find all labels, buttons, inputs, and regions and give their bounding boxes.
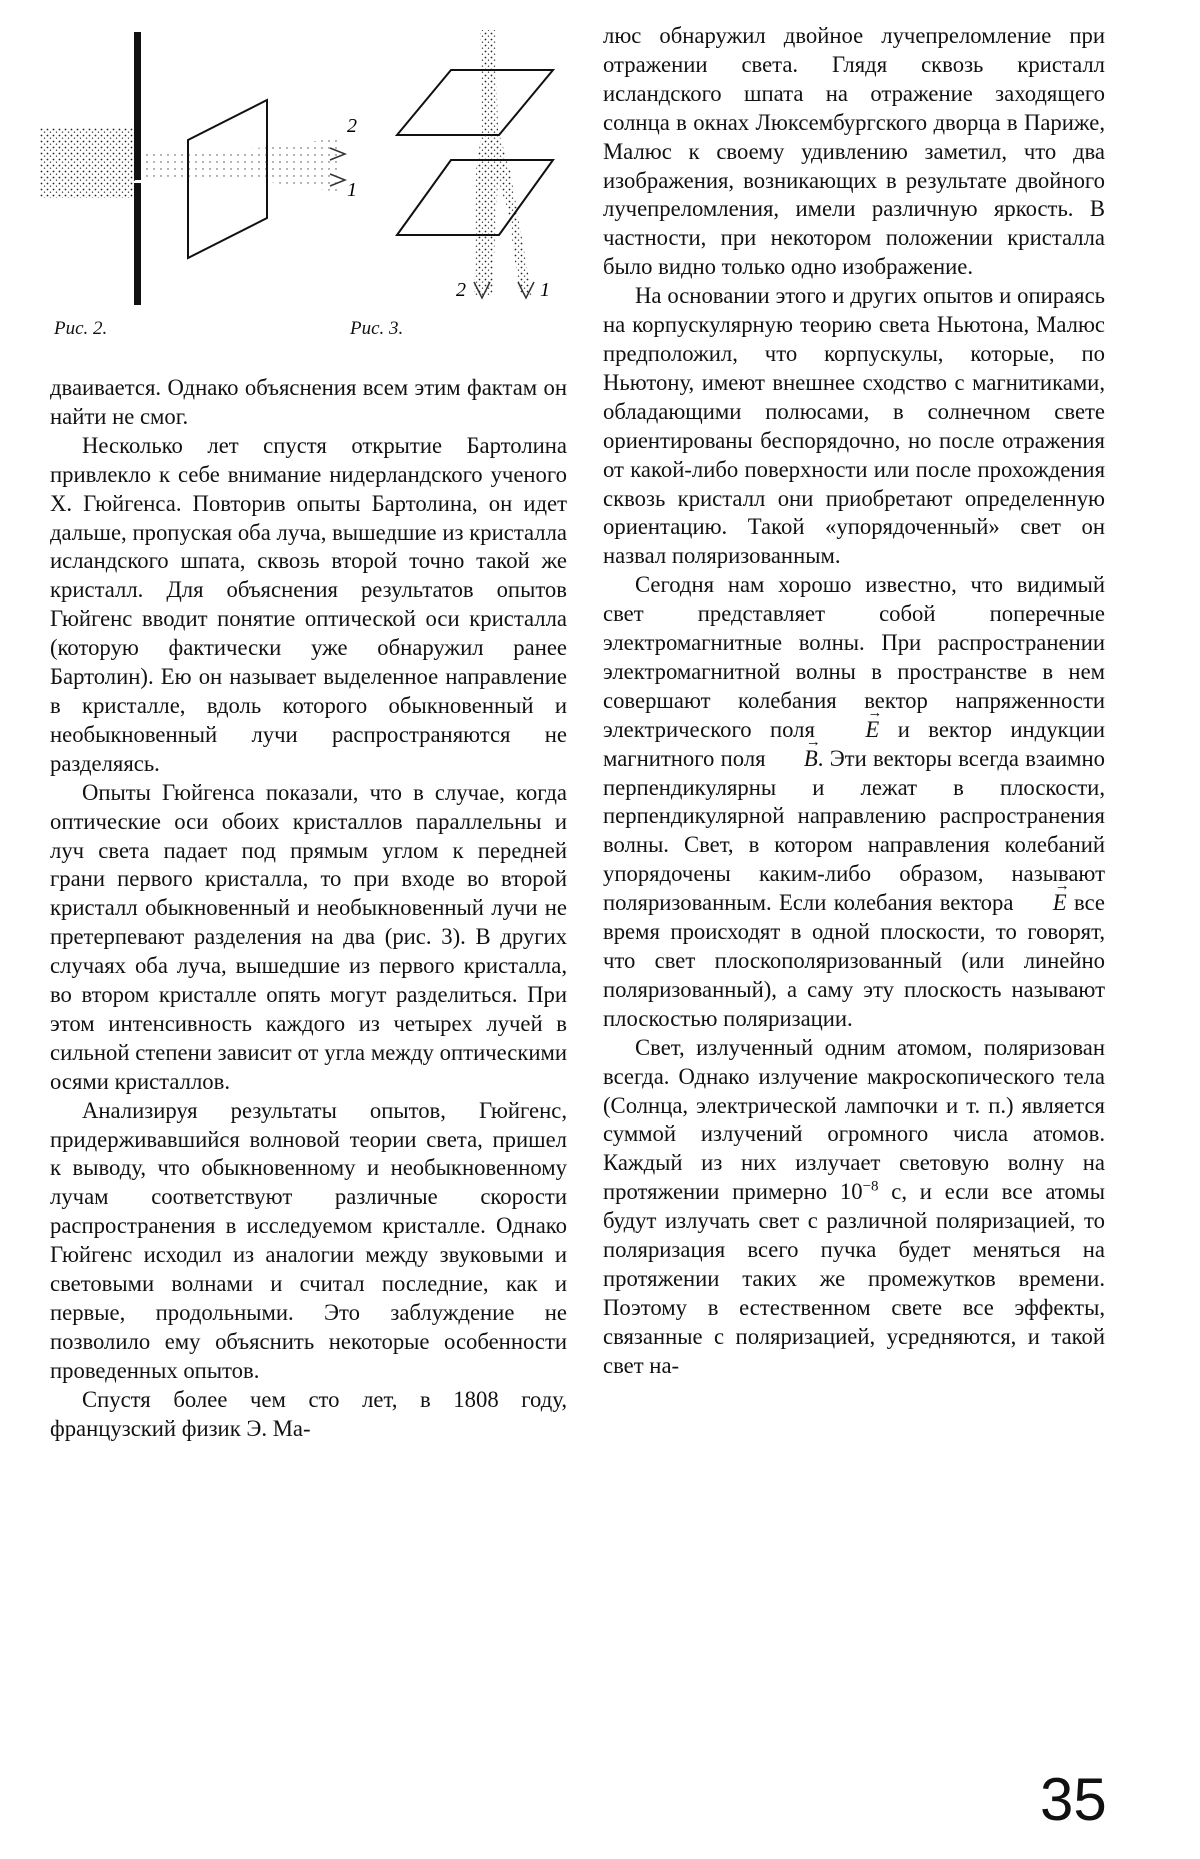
left-paragraph-2: Несколько лет спустя открытие Бартолина привлекло к себе внимание нидерландского ученого Х. Гюйгенса. Повторив опыты Бартолина, он идет дальше, пропуская оба луча, вышедшие из кристалла исландского шпата, сквозь второй точно такой же кристалл. Для объяснения результатов опытов Гюйгенс вводит понятие оптической оси кристалла (которую фактически уже обнаружил ранее Бартолин). Ею он называет выделенное направление в кристалле, вдоль которого обыкновенный и необыкновенный лучи распространяются не разделяясь. <box>50 432 567 776</box>
right-paragraph-1: люс обнаружил двойное лучепреломление при отражении света. Глядя сквозь кристалл исландского шпата на отражение заходящего солнца в окнах Люксембургского дворца в Париже, Малюс к своему удивлению заметил, что два изображения, возникающих в результате двойного лучепреломления, имели различную яркость. В частности, при некотором положении кристалла было видно только одно изображение. <box>603 23 1105 280</box>
fig3-label-1: 1 <box>540 279 550 301</box>
figure-2-caption: Рис. 2. <box>54 318 108 339</box>
vector-b-symbol: → B <box>772 745 818 774</box>
right-paragraph-3-part-c: . Эти векторы всегда взаимно перпендикулярны и лежат в плоскости, перпендикулярной направлению распространения волны. Свет, в котором направления колебаний упорядочены каким-либо образом, называют поляризованным. Если колебания вектора <box>603 745 1106 916</box>
screen-lower <box>134 183 141 305</box>
left-paragraph-1: дваивается. Однако объяснения всем этим фактам он найти не смог. <box>50 375 567 429</box>
crystal-lower <box>397 160 553 235</box>
vector-e-symbol: → E <box>833 716 879 745</box>
incoming-light-beam <box>40 128 136 198</box>
figures-area <box>40 20 570 350</box>
right-paragraph-4-part-a: Свет, излученный одним атомом, поляризован всегда. Однако излучение макроскопического тела (Солнца, электрической лампочки и т. п.) является суммой излучений огромного числа атомов. Каждый из них излучает световую волну на протяжении примерно <box>603 1034 1105 1205</box>
split-beam <box>141 138 340 192</box>
right-column <box>603 22 1105 1381</box>
right-paragraph-3-part-b: и вектор индукции магнитного поля <box>603 716 1106 771</box>
right-paragraph-4-part-b: с, и если все атомы будут излучать свет с различной поляризацией, то поляризация всего пучка будет меняться на протяжении таких же промежутков времени. Поэтому в естественном свете все эффекты, связанные с поляризацией, усредняются, и такой свет на- <box>603 1179 1106 1378</box>
right-paragraph-3-part-a: Сегодня нам хорошо известно, что видимый свет представляет собой поперечные электромагнитные волны. При распространении электромагнитной волны в пространстве в нем совершают колебания вектор напряженности электрического поля <box>603 572 1105 742</box>
fig2-label-1: 1 <box>347 179 357 201</box>
figure-2 <box>40 32 357 305</box>
left-column <box>50 374 567 1444</box>
right-paragraph-3 <box>603 571 1105 1034</box>
vector-e-symbol-2: → E <box>1021 889 1067 918</box>
figures-svg <box>40 20 570 350</box>
page-number: 35 <box>1040 1766 1107 1833</box>
figure-3 <box>397 30 553 301</box>
power-exponent: −8 <box>862 1178 879 1195</box>
left-paragraph-4: Анализируя результаты опытов, Гюйгенс, придерживавшийся волновой теории света, пришел к выводу, что обыкновенному и необыкновенному лучам соответствуют различные скорости распространения в исследуемом кристалле. Однако Гюйгенс исходил из аналогии между звуковыми и световыми волнами и считал последние, как и первые, продольными. Это заблуждение не позволило ему объяснить некоторые особенности проведенных опытов. <box>50 1097 567 1383</box>
right-paragraph-2: На основании этого и других опытов и опираясь на корпускулярную теорию света Ньютона, Малюс предположил, что корпускулы, которые, по Ньютону, имеют внешнее сходство с магнитиками, обладающими полюсами, в солнечном свете ориентированы беспорядочно, но после отражения от какой-либо поверхности или после прохождения сквозь кристалл они приобретают определенную ориентацию. Такой «упорядоченный» свет он назвал поляризованным. <box>603 283 1105 569</box>
crystal-upper <box>397 70 553 135</box>
fig3-label-2: 2 <box>456 279 466 301</box>
screen-upper <box>134 32 141 180</box>
figure-3-caption: Рис. 3. <box>350 318 404 339</box>
left-paragraph-5: Спустя более чем сто лет, в 1808 году, французский физик Э. Ма- <box>50 1386 567 1441</box>
left-paragraph-3: Опыты Гюйгенса показали, что в случае, когда оптические оси обоих кристаллов параллельны и луч света падает под прямым углом к передней грани первого кристалла, то при входе во второй кристалл обыкновенный и необыкновенный лучи не претерпевают разделения на два (рис. 3). В других случаях оба луча, вышедшие из первого кристалла, во втором кристалле опять могут разделиться. При этом интенсивность каждого из четырех лучей в сильной степени зависит от угла между оптическими осями кристаллов. <box>50 779 567 1094</box>
power-base: 10 <box>839 1179 863 1205</box>
right-paragraph-3-part-d: все время происходят в одной плоскости, то говорят, что свет плоскополяризованный (или линейно поляризованный), а саму эту плоскость называют плоскостью поляризации. <box>603 890 1105 1031</box>
fig2-label-2: 2 <box>347 115 357 137</box>
right-paragraph-4 <box>603 1034 1105 1381</box>
